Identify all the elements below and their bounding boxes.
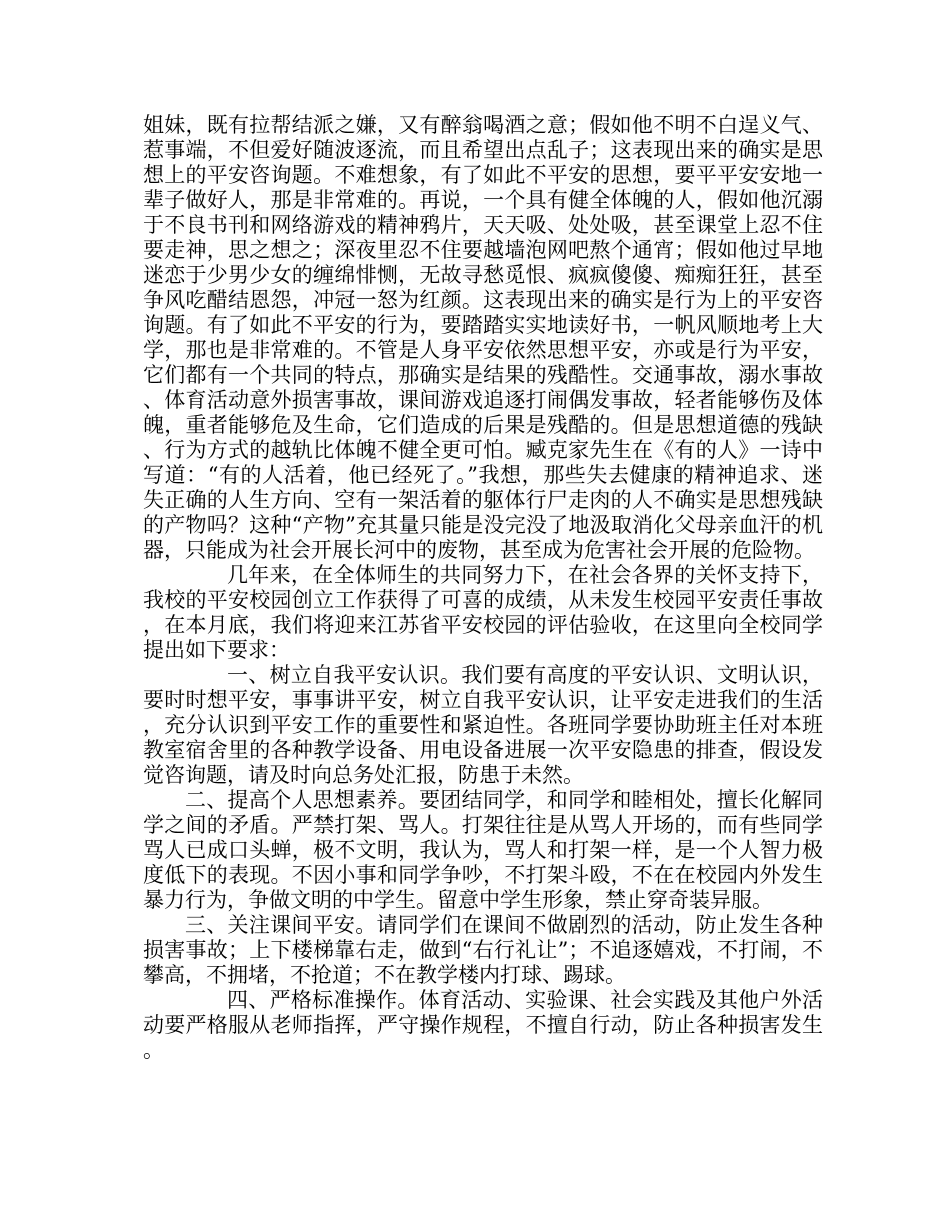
paragraph-4-requirement-two: 二、提高个人思想素养。要团结同学，和同学和睦相处，擅长化解同学之间的矛盾。严禁打架、骂人。打架往往是从骂人开场的，而有些同学骂人已成口头蝉，极不文明，我认为，骂人和打架一样，是一个人智力极度低下的表现。不因小事和同学争吵，不打架斗殴，不在在校园内外发生暴力行为，争做文明的中学生。留意中学生形象，禁止穿奇装异服。 [143,788,823,912]
paragraph-3-requirement-one: 一、树立自我平安认识。我们要有高度的平安认识、文明认识，要时时想平安，事事讲平安，树立自我平安认识，让平安走进我们的生活，充分认识到平安工作的重要性和紧迫性。各班同学要协助班主任对本班教室宿舍里的各种教学设备、用电设备进展一次平安隐患的排查，假设发觉咨询题，请及时向总务处汇报，防患于未然。 [143,663,823,787]
paragraph-2: 几年来，在全体师生的共同努力下，在社会各界的关怀支持下，我校的平安校园创立工作获得了可喜的成绩，从未发生校园平安责任事故，在本月底，我们将迎来江苏省平安校园的评估验收，在这里向全校同学提出如下要求： [143,563,823,662]
paragraph-1: 姐妹，既有拉帮结派之嫌，又有醉翁喝酒之意；假如他不明不白逞义气、惹事端，不但爱好随波逐流，而且希望出点乱子；这表现出来的确实是思想上的平安咨询题。不难想象，有了如此不平安的思想，要平平安安地一辈子做好人，那是非常难的。再说，一个具有健全体魄的人，假如他沉溺于不良书刊和网络游戏的精神鸦片，天天吸、处处吸，甚至课堂上忍不住要走神，思之想之；深夜里忍不住要越墙泡网吧熬个通宵；假如他过早地迷恋于少男少女的缠绵悱恻，无故寻愁觅恨、疯疯傻傻、痴痴狂狂，甚至争风吃醋结恩怨，冲冠一怒为红颜。这表现出来的确实是行为上的平安咨询题。有了如此不平安的行为，要踏踏实实地读好书，一帆风顺地考上大学，那也是非常难的。不管是人身平安依然思想平安，亦或是行为平安，它们都有一个共同的特点，那确实是结果的残酷性。交通事故，溺水事故、体育活动意外损害事故，课间游戏追逐打闹偶发事故，轻者能够伤及体魄，重者能够危及生命，它们造成的后果是残酷的。但是思想道德的残缺、行为方式的越轨比体魄不健全更可怕。臧克家先生在《有的人》一诗中写道：“有的人活着，他已经死了。”我想，那些失去健康的精神追求、迷失正确的人生方向、空有一架活着的躯体行尸走肉的人不确实是思想残缺的产物吗？这种“产物”充其量只能是没完没了地汲取消化父母亲血汗的机器，只能成为社会开展长河中的废物，甚至成为危害社会开展的危险物。 [143,113,823,562]
document-body [143,113,823,1063]
paragraph-5-requirement-three: 三、关注课间平安。请同学们在课间不做剧烈的活动，防止发生各种损害事故；上下楼梯靠右走，做到“右行礼让”；不追逐嬉戏，不打闹，不攀高，不拥堵，不抢道；不在教学楼内打球、踢球。 [143,913,823,987]
paragraph-6-requirement-four: 四、严格标准操作。体育活动、实验课、社会实践及其他户外活动要严格服从老师指挥，严守操作规程，不擅自行动，防止各种损害发生。 [143,988,823,1062]
